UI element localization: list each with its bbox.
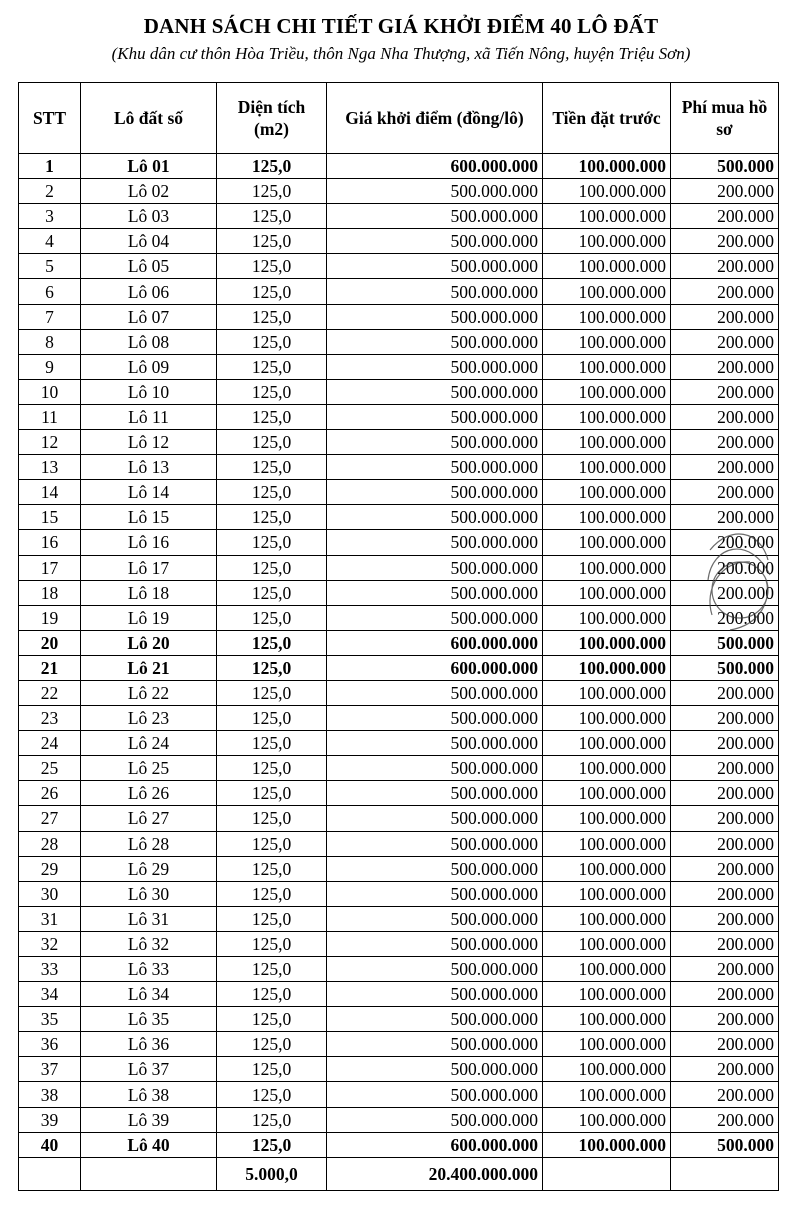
row-starting-price: 500.000.000 bbox=[327, 1057, 543, 1082]
row-dossier-fee: 200.000 bbox=[671, 279, 779, 304]
row-stt: 24 bbox=[19, 731, 81, 756]
header-area: Diện tích (m2) bbox=[217, 83, 327, 154]
table-row bbox=[19, 329, 779, 354]
row-deposit: 100.000.000 bbox=[543, 1032, 671, 1057]
row-starting-price: 500.000.000 bbox=[327, 756, 543, 781]
row-dossier-fee: 200.000 bbox=[671, 480, 779, 505]
table-header-row bbox=[19, 83, 779, 154]
row-stt: 12 bbox=[19, 430, 81, 455]
row-starting-price: 600.000.000 bbox=[327, 1132, 543, 1157]
row-area: 125,0 bbox=[217, 1082, 327, 1107]
row-lot-number: Lô 29 bbox=[81, 856, 217, 881]
row-stt: 23 bbox=[19, 706, 81, 731]
row-deposit: 100.000.000 bbox=[543, 329, 671, 354]
totals-row bbox=[19, 1157, 779, 1190]
row-stt: 5 bbox=[19, 254, 81, 279]
lot-price-table bbox=[18, 82, 779, 1191]
table-row bbox=[19, 304, 779, 329]
row-lot-number: Lô 39 bbox=[81, 1107, 217, 1132]
row-lot-number: Lô 26 bbox=[81, 781, 217, 806]
row-dossier-fee: 200.000 bbox=[671, 179, 779, 204]
row-lot-number: Lô 36 bbox=[81, 1032, 217, 1057]
table-row bbox=[19, 530, 779, 555]
table-body bbox=[19, 154, 779, 1158]
table-row bbox=[19, 781, 779, 806]
table-row bbox=[19, 204, 779, 229]
row-stt: 7 bbox=[19, 304, 81, 329]
row-deposit: 100.000.000 bbox=[543, 379, 671, 404]
row-area: 125,0 bbox=[217, 756, 327, 781]
row-stt: 17 bbox=[19, 555, 81, 580]
row-stt: 18 bbox=[19, 580, 81, 605]
row-dossier-fee: 200.000 bbox=[671, 379, 779, 404]
row-lot-number: Lô 33 bbox=[81, 957, 217, 982]
row-dossier-fee: 200.000 bbox=[671, 731, 779, 756]
row-stt: 26 bbox=[19, 781, 81, 806]
row-lot-number: Lô 34 bbox=[81, 982, 217, 1007]
row-lot-number: Lô 05 bbox=[81, 254, 217, 279]
row-area: 125,0 bbox=[217, 229, 327, 254]
row-deposit: 100.000.000 bbox=[543, 856, 671, 881]
table-row bbox=[19, 1007, 779, 1032]
row-deposit: 100.000.000 bbox=[543, 354, 671, 379]
row-starting-price: 500.000.000 bbox=[327, 781, 543, 806]
row-area: 125,0 bbox=[217, 505, 327, 530]
row-lot-number: Lô 38 bbox=[81, 1082, 217, 1107]
table-row bbox=[19, 480, 779, 505]
row-stt: 30 bbox=[19, 881, 81, 906]
table-row bbox=[19, 279, 779, 304]
row-area: 125,0 bbox=[217, 781, 327, 806]
row-deposit: 100.000.000 bbox=[543, 806, 671, 831]
row-dossier-fee: 200.000 bbox=[671, 680, 779, 705]
row-lot-number: Lô 08 bbox=[81, 329, 217, 354]
row-stt: 40 bbox=[19, 1132, 81, 1157]
row-starting-price: 500.000.000 bbox=[327, 881, 543, 906]
row-lot-number: Lô 04 bbox=[81, 229, 217, 254]
row-deposit: 100.000.000 bbox=[543, 605, 671, 630]
row-lot-number: Lô 22 bbox=[81, 680, 217, 705]
row-starting-price: 500.000.000 bbox=[327, 1107, 543, 1132]
row-stt: 10 bbox=[19, 379, 81, 404]
row-dossier-fee: 200.000 bbox=[671, 856, 779, 881]
row-area: 125,0 bbox=[217, 680, 327, 705]
row-area: 125,0 bbox=[217, 1057, 327, 1082]
row-dossier-fee: 200.000 bbox=[671, 555, 779, 580]
row-deposit: 100.000.000 bbox=[543, 781, 671, 806]
row-starting-price: 500.000.000 bbox=[327, 831, 543, 856]
row-stt: 15 bbox=[19, 505, 81, 530]
row-dossier-fee: 200.000 bbox=[671, 756, 779, 781]
row-stt: 37 bbox=[19, 1057, 81, 1082]
total-cell-empty bbox=[671, 1157, 779, 1190]
row-dossier-fee: 200.000 bbox=[671, 1057, 779, 1082]
row-dossier-fee: 200.000 bbox=[671, 706, 779, 731]
row-deposit: 100.000.000 bbox=[543, 279, 671, 304]
row-deposit: 100.000.000 bbox=[543, 931, 671, 956]
header-stt: STT bbox=[19, 83, 81, 154]
row-dossier-fee: 200.000 bbox=[671, 254, 779, 279]
row-starting-price: 500.000.000 bbox=[327, 279, 543, 304]
row-dossier-fee: 200.000 bbox=[671, 881, 779, 906]
row-lot-number: Lô 28 bbox=[81, 831, 217, 856]
table-row bbox=[19, 982, 779, 1007]
table-row bbox=[19, 505, 779, 530]
row-deposit: 100.000.000 bbox=[543, 580, 671, 605]
row-dossier-fee: 200.000 bbox=[671, 906, 779, 931]
row-lot-number: Lô 03 bbox=[81, 204, 217, 229]
row-deposit: 100.000.000 bbox=[543, 229, 671, 254]
row-dossier-fee: 200.000 bbox=[671, 329, 779, 354]
row-area: 125,0 bbox=[217, 379, 327, 404]
row-lot-number: Lô 32 bbox=[81, 931, 217, 956]
table-row bbox=[19, 254, 779, 279]
row-deposit: 100.000.000 bbox=[543, 455, 671, 480]
row-deposit: 100.000.000 bbox=[543, 1132, 671, 1157]
row-starting-price: 500.000.000 bbox=[327, 806, 543, 831]
table-row bbox=[19, 354, 779, 379]
row-area: 125,0 bbox=[217, 580, 327, 605]
row-area: 125,0 bbox=[217, 1007, 327, 1032]
row-stt: 19 bbox=[19, 605, 81, 630]
row-deposit: 100.000.000 bbox=[543, 204, 671, 229]
row-stt: 14 bbox=[19, 480, 81, 505]
row-lot-number: Lô 13 bbox=[81, 455, 217, 480]
row-area: 125,0 bbox=[217, 404, 327, 429]
row-deposit: 100.000.000 bbox=[543, 480, 671, 505]
row-lot-number: Lô 25 bbox=[81, 756, 217, 781]
row-stt: 13 bbox=[19, 455, 81, 480]
row-starting-price: 500.000.000 bbox=[327, 706, 543, 731]
row-starting-price: 500.000.000 bbox=[327, 982, 543, 1007]
row-deposit: 100.000.000 bbox=[543, 1057, 671, 1082]
table-row bbox=[19, 630, 779, 655]
row-deposit: 100.000.000 bbox=[543, 254, 671, 279]
row-starting-price: 500.000.000 bbox=[327, 580, 543, 605]
table-row bbox=[19, 379, 779, 404]
row-stt: 28 bbox=[19, 831, 81, 856]
row-stt: 31 bbox=[19, 906, 81, 931]
row-starting-price: 500.000.000 bbox=[327, 254, 543, 279]
table-row bbox=[19, 831, 779, 856]
row-starting-price: 500.000.000 bbox=[327, 179, 543, 204]
table-row bbox=[19, 1107, 779, 1132]
row-stt: 4 bbox=[19, 229, 81, 254]
header-lot-number: Lô đất số bbox=[81, 83, 217, 154]
row-area: 125,0 bbox=[217, 856, 327, 881]
table-row bbox=[19, 455, 779, 480]
row-lot-number: Lô 14 bbox=[81, 480, 217, 505]
table-row bbox=[19, 655, 779, 680]
row-starting-price: 500.000.000 bbox=[327, 204, 543, 229]
row-starting-price: 500.000.000 bbox=[327, 605, 543, 630]
row-stt: 6 bbox=[19, 279, 81, 304]
row-stt: 20 bbox=[19, 630, 81, 655]
row-deposit: 100.000.000 bbox=[543, 1007, 671, 1032]
row-area: 125,0 bbox=[217, 731, 327, 756]
table-row bbox=[19, 680, 779, 705]
row-lot-number: Lô 01 bbox=[81, 154, 217, 179]
row-deposit: 100.000.000 bbox=[543, 756, 671, 781]
row-area: 125,0 bbox=[217, 881, 327, 906]
row-starting-price: 500.000.000 bbox=[327, 404, 543, 429]
row-area: 125,0 bbox=[217, 931, 327, 956]
row-dossier-fee: 200.000 bbox=[671, 605, 779, 630]
row-area: 125,0 bbox=[217, 1132, 327, 1157]
row-area: 125,0 bbox=[217, 1032, 327, 1057]
row-deposit: 100.000.000 bbox=[543, 555, 671, 580]
table-row bbox=[19, 154, 779, 179]
document-subtitle: (Khu dân cư thôn Hòa Triều, thôn Nga Nha Thượng, xã Tiến Nông, huyện Triệu Sơn) bbox=[111, 44, 691, 63]
table-row bbox=[19, 1082, 779, 1107]
row-dossier-fee: 200.000 bbox=[671, 982, 779, 1007]
row-area: 125,0 bbox=[217, 530, 327, 555]
table-row bbox=[19, 605, 779, 630]
row-dossier-fee: 200.000 bbox=[671, 304, 779, 329]
row-dossier-fee: 500.000 bbox=[671, 1132, 779, 1157]
row-dossier-fee: 200.000 bbox=[671, 1032, 779, 1057]
row-dossier-fee: 200.000 bbox=[671, 781, 779, 806]
row-area: 125,0 bbox=[217, 179, 327, 204]
row-stt: 34 bbox=[19, 982, 81, 1007]
total-cell-empty bbox=[543, 1157, 671, 1190]
row-area: 125,0 bbox=[217, 906, 327, 931]
row-starting-price: 600.000.000 bbox=[327, 154, 543, 179]
row-starting-price: 500.000.000 bbox=[327, 455, 543, 480]
row-starting-price: 500.000.000 bbox=[327, 229, 543, 254]
row-dossier-fee: 200.000 bbox=[671, 1082, 779, 1107]
row-lot-number: Lô 17 bbox=[81, 555, 217, 580]
table-row bbox=[19, 430, 779, 455]
table-row bbox=[19, 1057, 779, 1082]
row-dossier-fee: 500.000 bbox=[671, 154, 779, 179]
row-area: 125,0 bbox=[217, 304, 327, 329]
row-lot-number: Lô 18 bbox=[81, 580, 217, 605]
row-lot-number: Lô 31 bbox=[81, 906, 217, 931]
row-stt: 21 bbox=[19, 655, 81, 680]
row-dossier-fee: 200.000 bbox=[671, 831, 779, 856]
table-row bbox=[19, 555, 779, 580]
row-stt: 27 bbox=[19, 806, 81, 831]
row-area: 125,0 bbox=[217, 154, 327, 179]
row-deposit: 100.000.000 bbox=[543, 680, 671, 705]
row-deposit: 100.000.000 bbox=[543, 430, 671, 455]
table-row bbox=[19, 1032, 779, 1057]
table-row bbox=[19, 179, 779, 204]
row-deposit: 100.000.000 bbox=[543, 906, 671, 931]
table-row bbox=[19, 856, 779, 881]
row-lot-number: Lô 09 bbox=[81, 354, 217, 379]
row-area: 125,0 bbox=[217, 329, 327, 354]
row-starting-price: 500.000.000 bbox=[327, 680, 543, 705]
row-starting-price: 500.000.000 bbox=[327, 555, 543, 580]
row-stt: 35 bbox=[19, 1007, 81, 1032]
row-starting-price: 500.000.000 bbox=[327, 1082, 543, 1107]
row-starting-price: 500.000.000 bbox=[327, 304, 543, 329]
table-row bbox=[19, 806, 779, 831]
row-dossier-fee: 200.000 bbox=[671, 404, 779, 429]
row-starting-price: 500.000.000 bbox=[327, 480, 543, 505]
total-cell-empty bbox=[19, 1157, 81, 1190]
row-starting-price: 500.000.000 bbox=[327, 1007, 543, 1032]
row-deposit: 100.000.000 bbox=[543, 304, 671, 329]
row-stt: 2 bbox=[19, 179, 81, 204]
row-lot-number: Lô 11 bbox=[81, 404, 217, 429]
row-area: 125,0 bbox=[217, 630, 327, 655]
row-lot-number: Lô 37 bbox=[81, 1057, 217, 1082]
row-area: 125,0 bbox=[217, 480, 327, 505]
row-deposit: 100.000.000 bbox=[543, 831, 671, 856]
row-lot-number: Lô 06 bbox=[81, 279, 217, 304]
row-deposit: 100.000.000 bbox=[543, 1082, 671, 1107]
row-dossier-fee: 200.000 bbox=[671, 229, 779, 254]
row-deposit: 100.000.000 bbox=[543, 982, 671, 1007]
table-row bbox=[19, 881, 779, 906]
row-starting-price: 600.000.000 bbox=[327, 630, 543, 655]
row-lot-number: Lô 02 bbox=[81, 179, 217, 204]
row-deposit: 100.000.000 bbox=[543, 655, 671, 680]
row-deposit: 100.000.000 bbox=[543, 154, 671, 179]
row-dossier-fee: 200.000 bbox=[671, 530, 779, 555]
row-deposit: 100.000.000 bbox=[543, 1107, 671, 1132]
row-stt: 29 bbox=[19, 856, 81, 881]
row-lot-number: Lô 23 bbox=[81, 706, 217, 731]
total-area: 5.000,0 bbox=[217, 1157, 327, 1190]
row-area: 125,0 bbox=[217, 706, 327, 731]
row-stt: 38 bbox=[19, 1082, 81, 1107]
row-dossier-fee: 200.000 bbox=[671, 505, 779, 530]
row-dossier-fee: 200.000 bbox=[671, 354, 779, 379]
table-row bbox=[19, 957, 779, 982]
row-lot-number: Lô 12 bbox=[81, 430, 217, 455]
table-row bbox=[19, 404, 779, 429]
row-lot-number: Lô 27 bbox=[81, 806, 217, 831]
row-lot-number: Lô 15 bbox=[81, 505, 217, 530]
row-stt: 39 bbox=[19, 1107, 81, 1132]
row-area: 125,0 bbox=[217, 982, 327, 1007]
table-row bbox=[19, 731, 779, 756]
row-lot-number: Lô 35 bbox=[81, 1007, 217, 1032]
row-starting-price: 500.000.000 bbox=[327, 430, 543, 455]
row-dossier-fee: 200.000 bbox=[671, 455, 779, 480]
row-area: 125,0 bbox=[217, 555, 327, 580]
row-area: 125,0 bbox=[217, 957, 327, 982]
table-row bbox=[19, 931, 779, 956]
row-starting-price: 600.000.000 bbox=[327, 655, 543, 680]
row-dossier-fee: 200.000 bbox=[671, 931, 779, 956]
document-title: DANH SÁCH CHI TIẾT GIÁ KHỞI ĐIỂM 40 LÔ ĐẤT bbox=[143, 14, 659, 38]
row-deposit: 100.000.000 bbox=[543, 404, 671, 429]
row-stt: 33 bbox=[19, 957, 81, 982]
row-area: 125,0 bbox=[217, 655, 327, 680]
row-starting-price: 500.000.000 bbox=[327, 329, 543, 354]
row-deposit: 100.000.000 bbox=[543, 957, 671, 982]
row-dossier-fee: 500.000 bbox=[671, 630, 779, 655]
row-starting-price: 500.000.000 bbox=[327, 379, 543, 404]
row-area: 125,0 bbox=[217, 455, 327, 480]
row-dossier-fee: 200.000 bbox=[671, 204, 779, 229]
row-area: 125,0 bbox=[217, 806, 327, 831]
row-starting-price: 500.000.000 bbox=[327, 530, 543, 555]
header-deposit: Tiền đặt trước bbox=[543, 83, 671, 154]
row-area: 125,0 bbox=[217, 831, 327, 856]
row-lot-number: Lô 19 bbox=[81, 605, 217, 630]
row-starting-price: 500.000.000 bbox=[327, 906, 543, 931]
table-row bbox=[19, 1132, 779, 1157]
row-deposit: 100.000.000 bbox=[543, 706, 671, 731]
header-dossier-fee: Phí mua hồ sơ bbox=[671, 83, 779, 154]
row-starting-price: 500.000.000 bbox=[327, 505, 543, 530]
row-area: 125,0 bbox=[217, 354, 327, 379]
table-row bbox=[19, 706, 779, 731]
table-row bbox=[19, 756, 779, 781]
row-lot-number: Lô 21 bbox=[81, 655, 217, 680]
row-lot-number: Lô 40 bbox=[81, 1132, 217, 1157]
row-lot-number: Lô 10 bbox=[81, 379, 217, 404]
row-dossier-fee: 500.000 bbox=[671, 655, 779, 680]
row-stt: 3 bbox=[19, 204, 81, 229]
row-lot-number: Lô 20 bbox=[81, 630, 217, 655]
row-stt: 9 bbox=[19, 354, 81, 379]
row-starting-price: 500.000.000 bbox=[327, 856, 543, 881]
row-area: 125,0 bbox=[217, 279, 327, 304]
row-stt: 25 bbox=[19, 756, 81, 781]
row-stt: 36 bbox=[19, 1032, 81, 1057]
row-stt: 32 bbox=[19, 931, 81, 956]
row-area: 125,0 bbox=[217, 254, 327, 279]
row-deposit: 100.000.000 bbox=[543, 630, 671, 655]
row-area: 125,0 bbox=[217, 204, 327, 229]
row-deposit: 100.000.000 bbox=[543, 505, 671, 530]
row-lot-number: Lô 07 bbox=[81, 304, 217, 329]
table-row bbox=[19, 580, 779, 605]
row-dossier-fee: 200.000 bbox=[671, 957, 779, 982]
row-starting-price: 500.000.000 bbox=[327, 731, 543, 756]
row-deposit: 100.000.000 bbox=[543, 731, 671, 756]
row-stt: 22 bbox=[19, 680, 81, 705]
header-starting-price: Giá khởi điểm (đồng/lô) bbox=[327, 83, 543, 154]
row-area: 125,0 bbox=[217, 605, 327, 630]
row-dossier-fee: 200.000 bbox=[671, 1007, 779, 1032]
total-cell-empty bbox=[81, 1157, 217, 1190]
row-starting-price: 500.000.000 bbox=[327, 931, 543, 956]
row-dossier-fee: 200.000 bbox=[671, 580, 779, 605]
row-lot-number: Lô 30 bbox=[81, 881, 217, 906]
row-deposit: 100.000.000 bbox=[543, 530, 671, 555]
row-starting-price: 500.000.000 bbox=[327, 1032, 543, 1057]
table-row bbox=[19, 906, 779, 931]
table-row bbox=[19, 229, 779, 254]
row-area: 125,0 bbox=[217, 430, 327, 455]
row-stt: 8 bbox=[19, 329, 81, 354]
row-dossier-fee: 200.000 bbox=[671, 1107, 779, 1132]
row-stt: 16 bbox=[19, 530, 81, 555]
row-stt: 1 bbox=[19, 154, 81, 179]
row-stt: 11 bbox=[19, 404, 81, 429]
row-starting-price: 500.000.000 bbox=[327, 354, 543, 379]
row-dossier-fee: 200.000 bbox=[671, 806, 779, 831]
row-starting-price: 500.000.000 bbox=[327, 957, 543, 982]
row-deposit: 100.000.000 bbox=[543, 179, 671, 204]
row-deposit: 100.000.000 bbox=[543, 881, 671, 906]
row-lot-number: Lô 16 bbox=[81, 530, 217, 555]
total-price: 20.400.000.000 bbox=[327, 1157, 543, 1190]
row-dossier-fee: 200.000 bbox=[671, 430, 779, 455]
row-lot-number: Lô 24 bbox=[81, 731, 217, 756]
row-area: 125,0 bbox=[217, 1107, 327, 1132]
